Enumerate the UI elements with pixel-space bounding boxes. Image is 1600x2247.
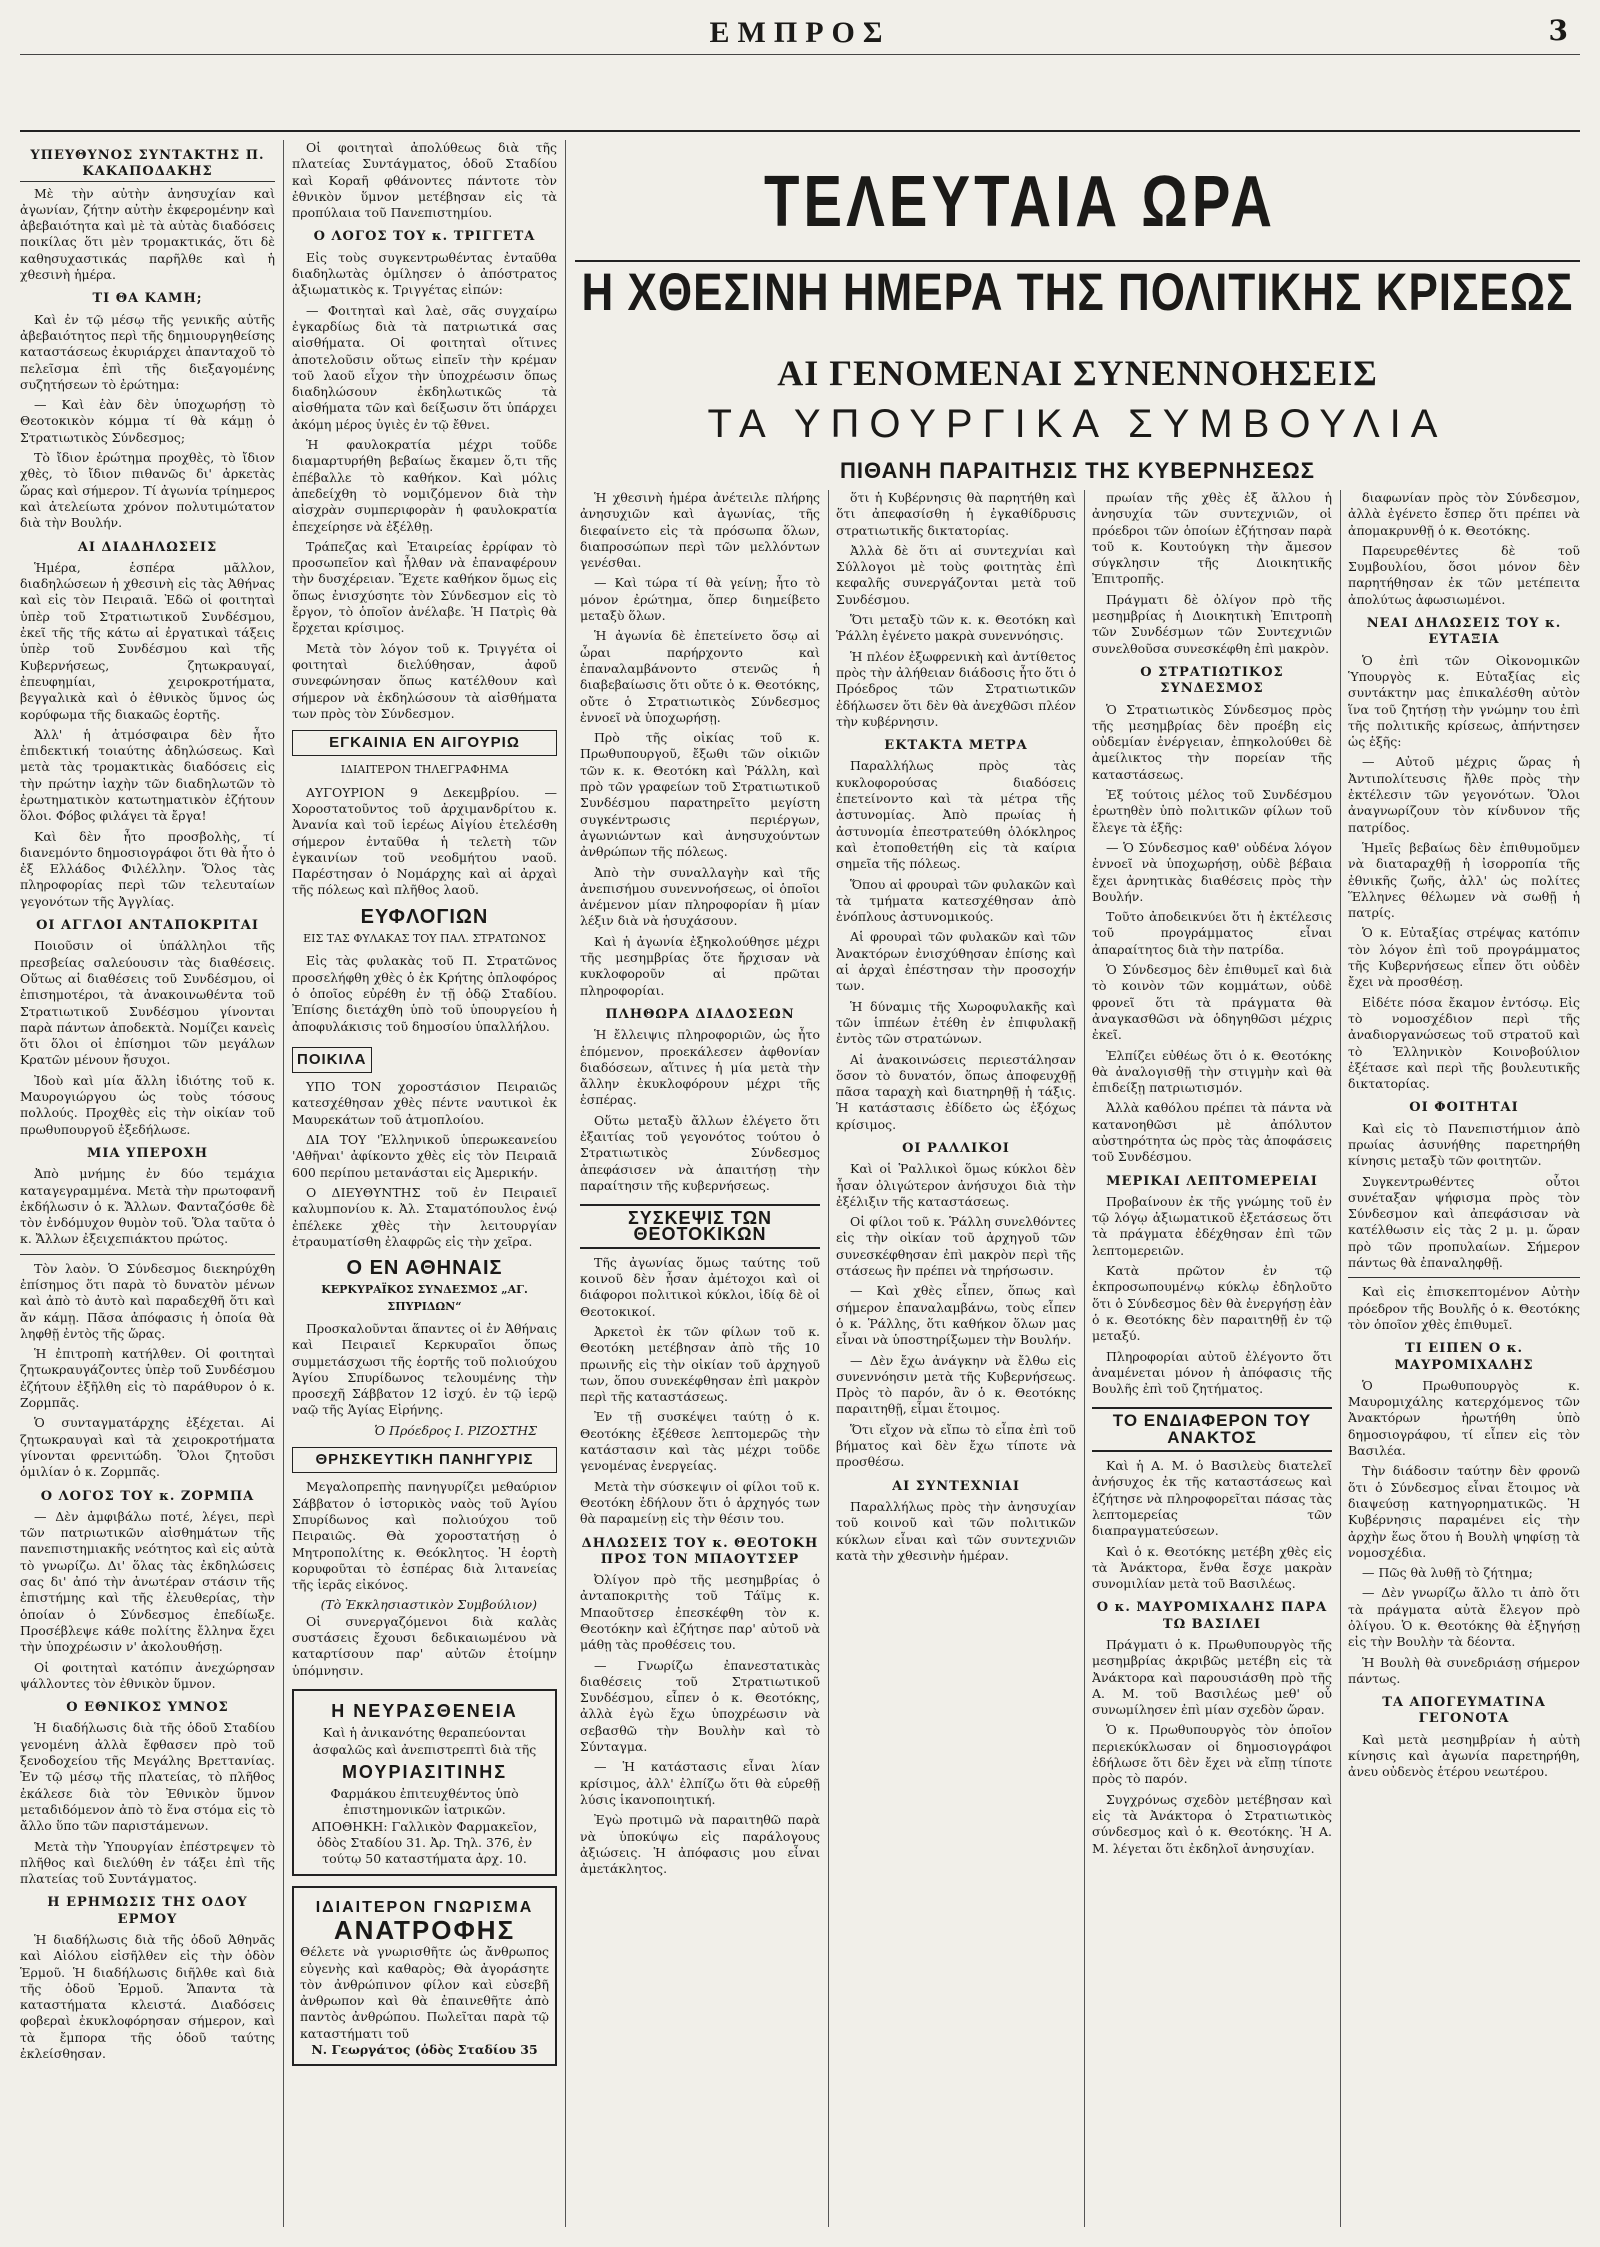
paragraph: πρωίαν τῆς χθὲς ἐξ ἄλλου ἡ ἀνησυχία τῶν συντεχνιῶν, οἱ πρόεδροι τῶν ὁποίων ἐζήτησαν παρὰ τοῦ κ. Κουτούγκη τὴν ἄμεσον σύγκλησιν τῆς Διοικητικῆς Ἐπιτροπῆς.: [1092, 490, 1332, 587]
paragraph: Ὁ Στρατιωτικὸς Σύνδεσμος πρὸς τῆς μεσημβρίας δὲν προέβη εἰς οὐδεμίαν ἐνέργειαν, ἐπηκολούθει δὲ ἀμείλικτος τὴν πορείαν τῆς καταστάσεως.: [1092, 701, 1332, 782]
paragraph: Προβαίνουν ἐκ τῆς γνώμης τοῦ ἐν τῷ λόγῳ ἀξιωματικοῦ ἐξετάσεως ὅτι τὰ πράγματα ἐδέχθησαν ἐπὶ τῶν λεπτομερειῶν.: [1092, 1193, 1332, 1258]
paragraph: Καὶ εἰς τὸ Πανεπιστήμιον ἀπὸ πρωίας ἀσυνήθης παρετηρήθη κίνησις μεταξὺ τῶν φοιτητῶν.: [1348, 1120, 1580, 1169]
paragraph: — Δὲν ἀμφιβάλω ποτέ, λέγει, περὶ τῶν πατριωτικῶν αἰσθημάτων τῆς πανεπιστημιακῆς νεότητος καὶ εἰς αὐτὰ τὸ γνωρίζω. Δι' ὅλας τὰς ἐκδηλώσεις σας δι' ἀπό τὴν ἀνωτέραν στάσιν τῆς ἐπιστήμης καὶ τῆς ἐλευθερίας, τὴν ὁποίαν ὁ Σύνδεσμος ἐπεδίωξε. Προσέβλεψε κάθε πολίτης ἔλληνα ἔχει τὴν ὑποχρέωσιν ν' ἀκολουθήσῃ.: [20, 1508, 275, 1655]
paragraph: Μὲ τὴν αὐτὴν ἀνησυχίαν καὶ ἀγωνίαν, ζήτην αὐτὴν ἐκφερομένην καὶ ἀβεβαιότητα καὶ μὲ τὰ αὐτὰς διαδόσεις ποικίλας ὅτι μὲν τρομακτικάς, ὅτι δὲ καθησυχαστικάς παρῆλθε καὶ ἡ χθεσινὴ ἡμέρα.: [20, 185, 275, 283]
paragraph: Οἱ φίλοι τοῦ κ. Ῥάλλη συνελθόντες εἰς τὴν οἰκίαν τοῦ ἀρχηγοῦ τῶν συνεσκέφθησαν ἐπὶ μακρὸν περὶ τῆς στάσεως ἣν πρέπει νὰ τηρήσωσιν.: [836, 1214, 1076, 1279]
paragraph: — Φοιτηταὶ καὶ λαὲ, σᾶς συγχαίρω ἐγκαρδίως διὰ τὰ πατριωτικά σας αἰσθήματα. Οἱ φοιτηταὶ οἵτινες ἀποτελοῦσιν οὕτως εἰπεῖν τὴν κρέμαν τοῦ λαοῦ εἶχον τὴν ὑποχρέωσιν ὅπως διαδηλώσουν ἐκδηλωτικῶς τὰ αἰσθήματα τῶν καὶ δείξωσιν ὅτι ὑπάρχει ἀκόμη μέρος ὑγιὲς ἐν τῷ ἔθνει.: [292, 302, 557, 432]
paragraph: Μετὰ τὸν λόγον τοῦ κ. Τριγγέτα οἱ φοιτηταὶ διελύθησαν, ἀφοῦ συνεφώνησαν ὅπως κατέλθουν καὶ σήμερον νὰ ἐκδηλώσουν τὰ αἰσθήματα των πρὸς τὸν Σύνδεσμον.: [292, 640, 557, 721]
column-4: [836, 490, 1076, 2227]
divider: [1348, 1277, 1580, 1278]
headline-2: Η ΧΘΕΣΙΝΗ ΗΜΕΡΑ ΤΗΣ ΠΟΛΙΤΙΚΗΣ ΚΡΙΣΕΩΣ: [581, 263, 1574, 322]
paragraph: Ἡ ἀγωνία δὲ ἐπετείνετο ὅσῳ αἱ ὧραι παρήρχοντο καὶ ἐπαναλαμβάνοντο στενῶς ἡ διαβεβαίωσις ὅτι οὔτε ὁ κ. Θεοτόκης, οὔτε ὁ Στρατιωτικὸς Σύνδεσμος ἐννοεῖ νὰ ὑποχωρήσῃ.: [580, 628, 820, 725]
column-rule: [828, 490, 829, 2227]
paragraph: Ἰδοὺ καὶ μία ἄλλη ἰδιότης τοῦ κ. Μαυρογιώργου ὡς τοὺς τόσους πολλούς. Προχθὲς εἰς τὴν οἰκίαν τοῦ πρωθυπουργοῦ ἐξεδήλωσε.: [20, 1072, 275, 1137]
paragraph: Ὅτι εἴχον νὰ εἴπω τὸ εἶπα ἐπὶ τοῦ βήματος καὶ δὲν ἔχω τίποτε νὰ προσθέσω.: [836, 1421, 1076, 1470]
paragraph: Ἀλλὰ δὲ ὅτι αἱ συντεχνίαι καὶ Σύλλογοι μὲ τοὺς φοιτητὰς ἐπὶ κεφαλῆς συνεργάζονται μετὰ τοῦ Συνδέσμου.: [836, 542, 1076, 607]
paragraph: Ὁ Σύνδεσμος δὲν ἐπιθυμεῖ καὶ διὰ τὸ κοινὸν τῶν κομμάτων, οὐδὲ φρονεῖ ὅτι τὰ πράγματα θὰ ἀναγκασθῶσι νὰ ὁδηγηθῶσι μέχρις ἐκεῖ.: [1092, 962, 1332, 1043]
paragraph: Ἡ χθεσινὴ ἡμέρα ἀνέτειλε πλήρης ἀνησυχιῶν καὶ ἀγωνίας, τῆς διεφαίνετο εἰς τὰ πρόσωπα ὅλων, διαπροσώπων περὶ τῶν μελλόντων γενέσθαι.: [580, 490, 820, 571]
paragraph: Οἱ συνεργαζόμενοι διὰ καλὰς συστάσεις ἔχουσι δεδικαιωμένου νὰ καταρτίσουν παρ' αὐτῶν ἑτοίμην ὑπόμνησιν.: [292, 1613, 557, 1678]
paragraph: Καὶ εἰς ἐπισκεπτομένον Αὐτὴν πρόεδρον τῆς Βουλῆς ὁ κ. Θεοτόκης τὸν ὁποῖον χθὲς ἐπιθυμεῖ.: [1348, 1284, 1580, 1332]
subhead: ΕΚΤΑΚΤΑ ΜΕΤΡΑ: [884, 738, 1028, 754]
paragraph: — Ἡ κατάστασις εἶναι λίαν κρίσιμος, ἀλλ' ἐλπίζω ὅτι θὰ εὑρεθῇ λύσις ἱκανοποιητική.: [580, 1759, 820, 1807]
paragraph: Πρὸ τῆς οἰκίας τοῦ κ. Πρωθυπουργοῦ, ἔξωθι τῶν οἰκιῶν τῶν κ. κ. Θεοτόκη καὶ Ῥάλλη, καὶ πρὸ τῶν γραφείων τοῦ Στρατιωτικοῦ Συνδέσμου παρατηρεῖτο μεγίστη συγκέντρωσις περιέργων, ἀγωνιώντων καὶ ἀνησυχούντων ἀνθρώπων τῆς πόλεως.: [580, 730, 820, 860]
paragraph: Ἡ φαυλοκρατία μέχρι τοῦδε διαμαρτυρήθη βεβαίως ἔκαμεν ὅ,τι τῆς ἐπέβαλλε τὸ καθήκον. Καὶ μόλις ἀπεδείχθη τὸ νομιζόμενον διὰ τὴν αἰσχρὰν συμπεριφορὰν ἡ φαυλοκρατία ἐπεχείρησε νὰ ἐξέλθῃ.: [292, 437, 557, 534]
section-head: ΠΟΙΚΙΛΑ: [292, 1047, 372, 1073]
paragraph: ΑΥΓΟΥΡΙΟΝ 9 Δεκεμβρίου. — Χοροστατοῦντος τοῦ ἀρχιμανδρίτου κ. Ἀνανία καὶ τοῦ ἱερέως Αἰγίου ἐτελέσθη σήμερον ἐνταῦθα ἡ τελετὴ τῶν ἐγκαινίων τοῦ νεοδμήτου ναοῦ. Παρέστησαν ὁ Νομάρχης καὶ αἱ ἀρχαὶ τῆς πόλεως καὶ πλῆθος λαοῦ.: [292, 784, 557, 898]
subhead: ΠΛΗΘΩΡΑ ΔΙΑΔΟΣΕΩΝ: [605, 1006, 795, 1022]
paragraph: Κατὰ πρῶτον ἐν τῷ ἐκπροσωπουμένῳ κύκλῳ ἐδηλοῦτο ὅτι ὁ Σύνδεσμος δὲν θὰ ἐνεργήσῃ ἐὰν ὁ κ. Θεοτόκης δὲν παραιτηθῇ ἐν τῷ μεταξύ.: [1092, 1263, 1332, 1344]
headline-block: [575, 140, 1580, 483]
paragraph: Ἡ διαδήλωσις διὰ τῆς ὁδοῦ Σταδίου γενομένη ἀλλὰ ἔφθασεν πρὸ τοῦ ξενοδοχείου τῆς Μεγάλης Βρεττανίας. Ἐν τῷ μέσῳ τῆς πλατείας, τὸ πλῆθος ἐκάλεσε διὰ τὸν Ἐθνικὸν ὕμνον μεταδιδόμενον ἀπὸ τὸ ἕνα στόμα εἰς τὸ ἄλλο ὕπο τῶν παριστάμενων.: [20, 1720, 275, 1834]
masthead: [20, 10, 1580, 132]
paragraph: ὅτι ἡ Κυβέρνησις θὰ παρητήθη καὶ ὅτι ἀπεφασίσθη ἡ ἐγκαθίδρυσις στρατιωτικῆς δικτατορίας.: [836, 490, 1076, 538]
masthead-rule: [20, 54, 1580, 55]
paragraph: Τῆς ἀγωνίας ὅμως ταύτης τοῦ κοινοῦ δὲν ἦσαν ἀμέτοχοι καὶ οἱ διάφοροι πολιτικοὶ κύκλοι, ἰδίᾳ δὲ οἱ Θεοτοκικοί.: [580, 1254, 820, 1319]
paragraph: Καὶ μετὰ μεσημβρίαν ἡ αὐτὴ κίνησις καὶ ἀγωνία παρετηρήθη, ἀνευ οὐδενὸς ἑτέρου νεωτέρου.: [1348, 1731, 1580, 1780]
paragraph: Ἀλλὰ καθόλου πρέπει τὰ πάντα νὰ κατανοηθῶσι μὲ ἀπόλυτον αὐστηρότητα ὡς πρὸς τὰς ἀποφάσεις τοῦ Συνδέσμου.: [1092, 1100, 1332, 1165]
main-headline: ΤΕΛΕΥΤΑΙΑ ΩΡΑ: [763, 160, 1277, 243]
column-6: [1348, 490, 1580, 2227]
paragraph: Ὁ Πρωθυπουργὸς κ. Μαυρομιχάλης κατερχόμενος τῶν Ἀνακτόρων ἠρωτήθη ὑπὸ δημοσιογράφου, τί εἶπεν εἰς τὸν Βασιλέα.: [1348, 1377, 1580, 1459]
paragraph: Εἰς τὰς φυλακὰς τοῦ Π. Στρατῶνος προσελήφθη χθὲς ὁ ἐκ Κρήτης ὁπλοφόρος ὁ ὁποῖος εὐρέθη ἐν τῇ ὁδῷ Σταδίου. Ἐπίσης διετάχθη ὑπὸ τοῦ ὑπουργείου ἡ ἀποφυλάκισις τοῦ δημοσίου ὑπαλλήλου.: [292, 953, 557, 1034]
divider: [20, 1254, 275, 1255]
paragraph: Ἐξ τούτοις μέλος τοῦ Συνδέσμου ἐρωτηθὲν ὑπὸ πολιτικῶν φίλων τοῦ ἔλεγε τὰ ἑξῆς:: [1092, 787, 1332, 835]
section-head: ΤΟ ΕΝΔΙΑΦΕΡΟΝ ΤΟΥ ΑΝΑΚΤΟΣ: [1092, 1407, 1332, 1452]
ad-product: ΜΟΥΡΙΑΣΙΤΙΝΗΣ: [341, 1761, 508, 1782]
headline-4: ΤΑ ΥΠΟΥΡΓΙΚΑ ΣΥΜΒΟΥΛΙΑ: [707, 402, 1448, 446]
section-head: ΕΓΚΑΙΝΙΑ ΕΝ ΑΙΓΟΥΡΙΩ: [292, 730, 557, 756]
column-5: [1092, 490, 1332, 2227]
paragraph: Ἡμεῖς βεβαίως δὲν ἐπιθυμοῦμεν νὰ διαταραχθῇ ἡ ἰσορροπία τῆς ἐθνικῆς ζωῆς, ἀλλ' ὡς πολίτες Ἕλληνες θέλωμεν νὰ σωθῇ ἡ πατρίς.: [1348, 839, 1580, 921]
section-head: ΕΥΦΛΟΓΙΩΝ: [360, 905, 489, 928]
subhead: Ο ΣΤΡΑΤΙΩΤΙΚΟΣ ΣΥΝΔΕΣΜΟΣ: [1140, 664, 1284, 697]
paragraph: Πράγματι ὁ κ. Πρωθυπουργὸς τῆς μεσημβρίας ἀκριβῶς μετέβη εἰς τὰ Ἀνάκτορα καὶ παρουσιάσθη πρὸ τῆς Α. Μ. τοῦ Βασιλέως μεθ' οὗ συνωμίλησεν ἐπὶ μίαν σχεδὸν ὥραν.: [1092, 1637, 1332, 1718]
subhead: ΤΙ ΕΙΠΕΝ Ο κ. ΜΑΥΡΟΜΙΧΑΛΗΣ: [1394, 1341, 1534, 1373]
paragraph: Ἡ ἐπιτροπὴ κατήλθεν. Οἱ φοιτηταὶ ζητωκραυγάζοντες ὑπὲρ τοῦ Συνδέσμου ἐζήτουν ἐξῆλθη εἰς τὸ παράθυρον ὁ κ. Ζορμπᾶς.: [20, 1346, 275, 1411]
paragraph: Καὶ δὲν ἦτο προσβολὴς, τί διανεμόντο δημοσιογράφοι ὅτι θὰ ἦτο ὁ ἐξ Ελλάδος Φιλέλλην. Ὅλος τὰς πληροφορίας περὶ τῶν τελευταίων γεγονότων τῆς Ἀγγλίας.: [20, 828, 275, 909]
paragraph: Παραλλήλως πρὸς τὰς κυκλοφορούσας διαδόσεις ἐπετείνοντο καὶ τὰ μέτρα τῆς ἀστυνομίας. Ἀπὸ πρωίας ἡ ἀστυνομία ἐπεστρατεύθη ὁλόκληρος καὶ ἐτοποθετήθη εἰς τὰ καίρια σημεῖα τῆς πόλεως.: [836, 758, 1076, 872]
paragraph: Τὴν διάδοσιν ταύτην δὲν φρονῶ ὅτι ὁ Σύνδεσμος εἶναι ἔτοιμος νὰ διαψεύσῃ κατηγορηματικῶς. Ἡ Κυβέρνησις παραμένει εἰς τὴν ἀρχὴν ἕως ὅτου ἡ Βουλὴ ψηφίσῃ τὰ νομοσχέδια.: [1348, 1463, 1580, 1560]
paragraph: Παρευρεθέντες δὲ τοῦ Συμβουλίου, ὅσοι μόνον δὲν παρητήθησαν ἐκ τῶν μετέπειτα ἀπολύτως ἀφωσιωμένοι.: [1348, 542, 1580, 607]
paragraph: Καὶ ὁ κ. Θεοτόκης μετέβη χθὲς εἰς τὰ Ἀνάκτορα, ἔνθα ἔσχε μακρὰν συνομιλίαν μετὰ τοῦ Βασιλέως.: [1092, 1543, 1332, 1592]
signature: (Τὸ Ἐκκλησιαστικὸν Συμβούλιον): [320, 1597, 537, 1613]
paragraph: Αἱ ἀνακοινώσεις περιεστάλησαν ὅσον τὸ δυνατόν, ὅπως ἀποφευχθῇ πᾶσα ταραχὴ καὶ διατηρηθῇ ἡ τάξις. Ἡ κατάστασις ἐδίδετο ὡς ἐξόχως κρίσιμος.: [836, 1051, 1076, 1132]
paragraph: — Καὶ τώρα τί θὰ γείνῃ; ἦτο τὸ μόνον ἐρώτημα, ὅπερ διημείβετο μεταξὺ ὅλων.: [580, 575, 820, 624]
paragraph: — Ὁ Σύνδεσμος καθ' οὐδένα λόγον ἐννοεῖ νὰ ὑποχωρήσῃ, οὐδὲ βέβαια ἔχει ἀρνητικὰς διαθέσεις πρὸς τὴν Βουλήν.: [1092, 839, 1332, 904]
subhead: Η ΕΡΗΜΩΣΙΣ ΤΗΣ ΟΔΟΥ ΕΡΜΟΥ: [47, 1895, 248, 1927]
paragraph: Τοῦτο ἀποδεικνύει ὅτι ἡ ἐκτέλεσις τοῦ προγράμματος εἶναι ἀπαραίτητος διὰ τὴν πατρίδα.: [1092, 909, 1332, 957]
paragraph: Ὁ κ. Πρωθυπουργὸς τὸν ὁποῖον περιεκύκλωσαν οἱ δημοσιογράφοι ἐδήλωσε ὅτι δὲν ἔχει νὰ εἴπῃ τίποτε πρὸς τὸ παρόν.: [1092, 1722, 1332, 1787]
paragraph: Ἐλπίζει εὐθέως ὅτι ὁ κ. Θεοτόκης θὰ ἀναλογισθῇ τὴν στιγμὴν καὶ θὰ ἐπιδείξῃ πατριωτισμόν.: [1092, 1047, 1332, 1096]
paragraph: Παραλλήλως πρὸς τὴν ἀνησυχίαν τοῦ κοινοῦ καὶ τῶν πολιτικῶν κύκλων εἶναι καὶ τῶν συντεχνιῶν κατὰ τὴν χθεσινὴν ἡμέραν.: [836, 1498, 1076, 1563]
section-head: ΣΥΣΚΕΨΙΣ ΤΩΝ ΘΕΟΤΟΚΙΚΩΝ: [580, 1204, 820, 1249]
paragraph: Ἀπὸ τὴν συναλλαγὴν καὶ τῆς ἀνεπισήμου συνεννοήσεως, οἱ ὁποῖοι ἀνέμενον μίαν πληροφορίαν ἢ μίαν λέξιν διὰ νὰ ἡσυχάσουν.: [580, 864, 820, 929]
paragraph: Προσκαλοῦνται ἅπαντες οἱ ἐν Ἀθήναις καὶ Πειραιεῖ Κερκυραῖοι ὅπως συμμετάσχωσι τῆς ἑορτῆς τοῦ πολιούχου Ἁγίου Σπυρίδωνος τελουμένης τὴν προσεχῆ Σάββατον 12 ἰσχύ. ἐν τῷ ἱερῷ ναῷ τῆς Ἁγίας Εἰρήνης.: [292, 1321, 557, 1418]
paragraph: Μετὰ τὴν Ὑπουργίαν ἐπέστρεψεν τὸ πλῆθος καὶ διελύθη ἐν τάξει ἐπὶ τῆς πλατείας τοῦ Συντάγματος.: [20, 1838, 275, 1887]
paragraph: Ποιοῦσιν οἱ ὑπάλληλοι τῆς πρεσβείας σαλεύουσιν τὰς διαθέσεις. Οὕτως αἱ διαθέσεις τοῦ Συνδέσμου, οἱ ἐπισημοτέροι, τὰ ἀνακοινωθέντα τοῦ Στρατιωτικοῦ Συνδέσμου γίνονται παρὰ πάντων ἀποδεκτὰ. Νομίζει κανεὶς ὅτι ὅλοι οἱ ἐπίσημοι τῶν μεγάλων Κρατῶν μένουν ἤσυχοι.: [20, 938, 275, 1068]
ad-text: Θέλετε νὰ γνωρισθῆτε ὡς ἄνθρωπος εὐγενὴς καὶ καθαρὸς; Θὰ ἀγοράσητε τὸν ἀνθρώπινον φίλον καὶ εὐσεβῆ ἀνθρωπον καὶ θὰ ἐπαινεθῆτε ἀπὸ παντὸς ἀνθρώπου. Πωλεῖται παρὰ τῷ καταστήματι τοῦ: [300, 1944, 549, 2041]
subhead: Ο ΛΟΓΟΣ ΤΟΥ κ. ΤΡΙΓΓΕΤΑ: [313, 229, 536, 245]
column-3: [580, 490, 820, 2227]
subhead: ΟΙ ΡΑΛΛΙΚΟΙ: [902, 1140, 1010, 1156]
paragraph: Ἡμέρα, ἑσπέρα μᾶλλον, διαδηλώσεων ἡ χθεσινὴ εἰς τὰς Ἀθήνας καὶ εἰς τὸν Πειραιᾶ. Ἐδῶ οἱ φοιτηταὶ ὑπὲρ τοῦ Στρατιωτικοῦ Συνδέσμου, ἐκεῖ τῆς τῆς κάτω αἱ ἐργατικαὶ τάξεις ὑπὲρ τοῦ Συνδέσμου καὶ τῆς Κυβερνήσεως, ζητωκραυγαί, ἐπευφημίαι, χειροκροτήματα, βεγγαλικὰ καὶ ὁ ἐθνικὸς ὕμνος ὡς κορύφωμα τῆς διακαῶς ἑορτῆς.: [20, 559, 275, 722]
ad-title: ΙΔΙΑΙΤΕΡΟΝ ΓΝΩΡΙΣΜΑ: [315, 1898, 534, 1916]
subhead: ΤΙ ΘΑ ΚΑΜΗ;: [92, 291, 203, 307]
subhead: ΟΙ ΑΓΓΛΟΙ ΑΝΤΑΠΟΚΡΙΤΑΙ: [36, 918, 259, 934]
paragraph: Εἰς τοὺς συγκεντρωθέντας ἐνταῦθα διαδηλωτὰς ὁμίλησεν ὁ ἀπόστρατος ἀξιωματικὸς κ. Τριγγέτας εἰπών:: [292, 249, 557, 298]
subhead: ΜΕΡΙΚΑΙ ΛΕΠΤΟΜΕΡΕΙΑΙ: [1106, 1173, 1318, 1189]
headline-rule: [575, 260, 1580, 262]
paragraph: Ἡ Βουλὴ θὰ συνεδριάσῃ σήμερον πάντως.: [1348, 1654, 1580, 1686]
editor-line: ΥΠΕΥΘΥΝΟΣ ΣΥΝΤΑΚΤΗΣ Π. ΚΑΚΑΠΟΔΑΚΗΣ: [20, 148, 275, 182]
headline-3: ΑΙ ΓΕΝΟΜΕΝΑΙ ΣΥΝΕΝΝΟΗΣΕΙΣ: [777, 353, 1378, 393]
paragraph: Πληροφορίαι αὐτοῦ ἐλέγοντο ὅτι ἀναμένεται μόνον ἡ ἀπόφασις τῆς Βουλῆς ἐπὶ τοῦ ζητήματος.: [1092, 1348, 1332, 1397]
paragraph: Συγχρόνως σχεδὸν μετέβησαν καὶ εἰς τὰ Ἀνάκτορα ὁ Στρατιωτικὸς σύνδεσμος καὶ ὁ κ. Θεοτόκης. Ἡ Α. Μ. λέγεται ὅτι ἐκδηλοῖ ἀνησυχίαν.: [1092, 1791, 1332, 1856]
column-rule: [565, 140, 566, 2227]
paragraph: Ὅτι μεταξὺ τῶν κ. κ. Θεοτόκη καὶ Ῥάλλη ἐγένετο μακρὰ συνεννόησις.: [836, 612, 1076, 644]
paragraph: — Δὲν ἔχω ἀνάγκην νὰ ἔλθω εἰς συνεννόησιν μετὰ τῆς Κυβερνήσεως. Πρὸς τὸ παρόν, ἂν ὁ κ. Θεοτόκης παραιτηθῇ, εἶμαι ἕτοιμος.: [836, 1352, 1076, 1417]
ad-address: ΑΠΟΘΗΚΗ: Γαλλικὸν Φαρμακεῖον, ὁδὸς Σταδίου 31. Ἀρ. Τηλ. 376, ἐν τούτῳ 50 καταστήματα ἀρχ. 10.: [311, 1818, 538, 1867]
ad-title: ΑΝΑΤΡΟΦΗΣ: [333, 1914, 516, 1945]
signature: Ὁ Πρόεδρος Ι. ΡΙΖΟΣΤΗΣ: [374, 1422, 537, 1438]
subhead: ΑΙ ΔΙΑΔΗΛΩΣΕΙΣ: [77, 539, 218, 555]
paragraph: διαφωνίαν πρὸς τὸν Σύνδεσμον, ἀλλὰ ἐγένετο ἔσπερ ὅτι πρέπει νὰ ἀπομακρυνθῇ ὁ κ. Θεοτόκης.: [1348, 490, 1580, 538]
subhead: Ο ΛΟΓΟΣ ΤΟΥ κ. ΖΟΡΜΠΑ: [40, 1488, 255, 1504]
ad-text: Καὶ ἡ ἀνικανότης θεραπεύονται ἀσφαλῶς καὶ ἀνεπιστρεπτὶ διὰ τῆς: [312, 1725, 537, 1757]
paragraph: Ἡ διαδήλωσις διὰ τῆς ὁδοῦ Ἀθηνᾶς καὶ Αἰόλου εἰσῆλθεν εἰς τὴν ὁδὸν Ἑρμοῦ. Ἡ διαδήλωσις διῆλθε καὶ διὰ τῆς ὁδοῦ Ἑρμοῦ. Ἅπαντα τὰ καταστήματα κλειστά. Διαδόσεις φοβεραὶ ἐκυκλοφόρησαν σήμερον, καὶ τὰ ἔμπορα τῆς ὁδοῦ ταύτης ἐκλείσθησαν.: [20, 1931, 275, 2062]
paragraph: Ὅπου αἱ φρουραὶ τῶν φυλακῶν καὶ τὰ τμήματα κατεσχέθησαν ἀπὸ ἐνόπλους ἀστυνομικούς.: [836, 876, 1076, 925]
paragraph: Τὸ ἴδιον ἐρώτημα προχθὲς, τὸ ἴδιον χθὲς, τὸ ἴδιον πιθανῶς δι' ἀρκετὰς ὥρας καὶ σήμερον. Τί ἀγωνία τρίημερος καὶ ἀτελείωτα χρόνον πολυτιμώτατον διὰ τὴν Βουλήν.: [20, 450, 275, 531]
column-1: [20, 140, 275, 2227]
section-head: Ο ΕΝ ΑΘΗΝΑΙΣ: [346, 1257, 503, 1280]
paragraph: Ἡ δύναμις τῆς Χωροφυλακῆς καὶ τῶν ἱππέων ἐτέθη ἐν ἐπιφυλακῇ ἐντὸς τῶν στρατώνων.: [836, 998, 1076, 1047]
paragraph: Ο ΔΙΕΥΘΥΝΤΗΣ τοῦ ἐν Πειραιεῖ καλυμπονίου κ. Ἀλ. Σταματόπουλος ἐνῴ ἐπέλεκε χθὲς τὴν λειτουργίαν ἐτραυματίσθη ἐλαφρῶς εἰς τὴν χεῖρα.: [292, 1184, 557, 1249]
paragraph: Οἱ φοιτηταὶ κατόπιν ἀνεχώρησαν ψάλλοντες τὸν ἐθνικὸν ὕμνον.: [20, 1659, 275, 1691]
paragraph: Ἡ ἔλλειψις πληροφοριῶν, ὡς ἦτο ἑπόμενον, προεκάλεσεν ἀφθονίαν διαδόσεων, αἵτινες ἡ μία μετὰ τὴν ἄλλην ἐκυκλοφόρουν μέχρι τῆς ἑσπέρας.: [580, 1027, 820, 1108]
paragraph: — Καὶ χθὲς εἶπεν, ὅπως καὶ σήμερον ἐπαναλαμβάνω, τοὺς εἶπεν ὁ κ. Ῥάλλης, ὅτι καθήκον ὅλων μας εἶναι νὰ ὑποστηρίξωμεν τὴν Βουλήν.: [836, 1283, 1076, 1348]
subhead: Ο ΕΘΝΙΚΟΣ ΥΜΝΟΣ: [66, 1700, 229, 1716]
paragraph: Μετὰ τὴν σύσκεψιν οἱ φίλοι τοῦ κ. Θεοτόκη ἐδήλουν ὅτι ὁ ἀρχηγός των θὰ παραμείνῃ εἰς τὴν θέσιν του.: [580, 1478, 820, 1527]
headline-5: ΠΙΘΑΝΗ ΠΑΡΑΙΤΗΣΙΣ ΤΗΣ ΚΥΒΕΡΝΗΣΕΩΣ: [840, 458, 1315, 483]
paragraph: Μεγαλοπρεπὴς πανηγυρίζει μεθαύριον Σάββατον ὁ ἱστορικὸς ναὸς τοῦ Ἁγίου Σπυρίδωνος καὶ πολιούχου τοῦ Πειραιῶς. Θὰ χοροστατήσῃ ὁ Μητροπολίτης κ. Θεόκλητος. Ἡ ἑορτὴ κορυφοῦται τὸ ἑσπέρας διὰ λιτανείας τῆς ἱερᾶς εἰκόνος.: [292, 1479, 557, 1593]
paragraph: Ὁ συνταγματάρχης ἐξέχεται. Αἱ ζητωκραυγαὶ καὶ τὰ χειροκροτήματα γίνονται φρενιτώδη. Ὅλοι ζητοῦσι ὁμιλίαν ὁ κ. Ζορμπᾶς.: [20, 1415, 275, 1480]
section-head: ΘΡΗΣΚΕΥΤΙΚΗ ΠΑΝΗΓΥΡΙΣ: [292, 1447, 557, 1473]
paragraph: Συγκεντρωθέντες οὗτοι συνέταξαν ψήφισμα πρὸς τὸν Σύνδεσμον καὶ ἀπεφάσισαν νὰ κατέλθωσιν εἰς τὰς 2 μ. μ. ὥραν πρὸ τῶν προπυλαίων. Σήμερον πάντως θὰ ἐπαναληφθῇ.: [1348, 1173, 1580, 1271]
subhead: ΟΙ ΦΟΙΤΗΤΑΙ: [1409, 1100, 1519, 1116]
newspaper-title: ΕΜΠΡΟΣ: [709, 16, 891, 49]
paragraph: — Αὐτοῦ μέχρις ὥρας ἡ Ἀντιπολίτευσις ἤλθε πρὸς τὴν ἐκτέλεσιν τῶν γεγονότων. Ὅλοι ἀναγνωρίζουν τὸν κίνδυνον τῆς πατρίδος.: [1348, 754, 1580, 835]
advertisement: [292, 1689, 557, 1876]
paragraph: Τὸν λαὸν. Ὁ Σύνδεσμος διεκηρύχθη ἐπίσημος ὅτι παρὰ τὸ δυνατὸν μένων καὶ ἀπὸ τὸ ἀυτὸ καὶ παραδεχθῆ ὅτι καὶ ἄν κάμῃ. Πᾶσα ἀπόφασις ἡ ὁποία θὰ ληφθῇ ἐντὸς τῆς ὥρας.: [20, 1260, 275, 1341]
paragraph: Ὀλίγον πρὸ τῆς μεσημβρίας ὁ ἀνταποκριτὴς τοῦ Τάϊμς κ. Μπαοῦτσερ ἐπεσκέφθη τὸν κ. Θεοτόκην καὶ ἐζήτησε παρ' αὐτοῦ νὰ μάθῃ τὰς προθέσεις του.: [580, 1572, 820, 1653]
paragraph: Ἡ πλέον ἐξωφρενικὴ καὶ ἀντίθετος πρὸς τὴν ἀλήθειαν διάδοσις ἦτο ὅτι ὁ Πρόεδρος τῶν Στρατιωτικῶν ἐδήλωσεν ὅτι δὲν θὰ ἀνεχθῶσι πλέον τὴν κυβέρνησιν.: [836, 648, 1076, 729]
column-2: [292, 140, 557, 2227]
paragraph: Ὁ κ. Εὐταξίας στρέψας κατόπιν τὸν λόγον ἐπὶ τοῦ προγράμματος τῆς Κυβερνήσεως εἶπεν ὅτι οὐδὲν ἔχει νὰ προσθέσῃ.: [1348, 925, 1580, 990]
paragraph: Ἐγὼ προτιμῶ νὰ παραιτηθῶ παρὰ νὰ ὑποκύψω εἰς παράλογους ἀξιώσεις. Ἡ ἀπόφασις μου εἶναι ἀμετάκλητος.: [580, 1812, 820, 1877]
paragraph: Πράγματι δὲ ὀλίγον πρὸ τῆς μεσημβρίας ἡ Διοικητικὴ Ἐπιτροπὴ τῶν Συνδέσμων τῶν Συντεχνιῶν συνελθοῦσα συνεσκέφθη ἐπὶ μακρὸν.: [1092, 591, 1332, 656]
paragraph: — Πῶς θὰ λυθῇ τὸ ζήτημα;: [1362, 1565, 1533, 1581]
subhead: Ο κ. ΜΑΥΡΟΜΙΧΑΛΗΣ ΠΑΡΑ ΤΩ ΒΑΣΙΛΕΙ: [1096, 1600, 1328, 1632]
paragraph: Ἐν τῇ συσκέψει ταύτῃ ὁ κ. Θεοτόκης ἐξέθεσε λεπτομερῶς τὴν κατάστασιν καὶ τὰς μέχρι τοῦδε γενομένας ἐνεργείας.: [580, 1409, 820, 1474]
column-rule: [1340, 490, 1341, 2227]
subhead: ΤΑ ΑΠΟΓΕΥΜΑΤΙΝΑ ΓΕΓΟΝΟΤΑ: [1382, 1695, 1546, 1727]
paragraph: ΥΠΟ ΤΟΝ χοροστάσιον Πειραιῶς κατεσχέθησαν χθὲς πέντε ναυτικοὶ ἐκ Μαυρεκάτων τοῦ ἀτμοπλοίου.: [292, 1079, 557, 1127]
paragraph: Καὶ οἱ Ῥαλλικοὶ ὅμως κύκλοι δὲν ἦσαν ὀλιγώτερον ἀνήσυχοι διὰ τὴν ἐξέλιξιν τῆς καταστάσεως.: [836, 1161, 1076, 1209]
paragraph: Καὶ ἡ Α. Μ. ὁ Βασιλεὺς διατελεῖ ἀνήσυχος ἐκ τῆς καταστάσεως καὶ ἐζήτησε νὰ πληροφορεῖται πάσας τὰς λεπτομερείας τῶν διαπραγματεύσεων.: [1092, 1458, 1332, 1539]
subhead: ΜΙΑ ΥΠΕΡΟΧΗ: [86, 1145, 209, 1161]
paragraph: Οὕτω μεταξὺ ἄλλων ἐλέγετο ὅτι ἐξαιτίας τοῦ γεγονότος τούτου ὁ Στρατιωτικὸς Σύνδεσμος ἀπεφάσισεν νὰ ἀπαιτήσῃ τὴν παραίτησιν τῆς κυβερνήσεως.: [580, 1112, 820, 1193]
advertisement: [292, 1886, 557, 2067]
column-rule: [1084, 490, 1085, 2227]
ad-title: Η ΝΕΥΡΑΣΘΕΝΕΙΑ: [331, 1700, 518, 1721]
paragraph: Ὁ ἐπὶ τῶν Οἰκονομικῶν Ὑπουργὸς κ. Εὐταξίας εἰς συντάκτην μας ἐπικαλέσθη αὐτὸν ἵνα τοῦ ζητήσῃ τὴν γνώμην του ἐπὶ τῆς πολιτικῆς κρίσεως, ἀπήντησεν ὡς ἑξῆς:: [1348, 652, 1580, 750]
paragraph: Τράπεζας καὶ Ἑταιρείας ἐρρίφαν τὸ προσωπεῖον καὶ ἦλθαν νὰ ἐπαναφέρουν τὴν δυσχέρειαν. Ἔχετε καθήκον ὅμως εἰς ὅπως ἐνισχύσητε τὸν Σύνδεσμον εἰς τὸ ἔργον, τὸ ὁποῖον ἀνέλαβε. Ἡ Πατρὶς θὰ ἔρχεται κρίσιμος.: [292, 538, 557, 636]
page-number: 3: [1548, 14, 1568, 47]
section-subhead: ΚΕΡΚΥΡΑΪΚΟΣ ΣΥΝΔΕΣΜΟΣ „ΑΓ. ΣΠΥΡΙΔΩΝ“: [321, 1283, 528, 1313]
paragraph: ΔΙΑ ΤΟΥ 'Ἑλληνικοῦ ὑπερωκεανείου 'Αθῆναι' ἀφίκοντο χθὲς εἰς τὸν Πειραιᾶ 600 περίπου μετανάσται εἰς Ἀμερικήν.: [292, 1132, 557, 1180]
column-rule: [283, 140, 284, 2227]
paragraph: Ἀρκετοὶ ἐκ τῶν φίλων τοῦ κ. Θεοτόκη μετέβησαν ἀπὸ τῆς 10 πρωινῆς εἰς τὴν οἰκίαν τοῦ ἀρχηγοῦ των, ὅπου συνεκέφθησαν ἐπὶ μακρὸν περὶ τῆς καταστάσεως.: [580, 1323, 820, 1405]
section-subhead: ΕΙΣ ΤΑΣ ΦΥΛΑΚΑΣ ΤΟΥ ΠΑΛ. ΣΤΡΑΤΩΝΟΣ: [303, 932, 546, 946]
subhead: ΝΕΑΙ ΔΗΛΩΣΕΙΣ ΤΟΥ κ. ΕΥΤΑΞΙΑ: [1366, 616, 1562, 648]
paragraph: Ἀλλ' ἡ ἀτμόσφαιρα δὲν ἦτο ἐπιδεκτική τοιαύτης ἀδηλώσεως. Καὶ μετὰ τὰς τρομακτικὰς διαδόσεις εἰς τὴν πρώτην ἰαχὴν τῶν διαδηλωτῶν τὸ ἐρωτηματικὸν κατωτηματικὸν ἐζήτουν ὅλοι. Φόβος φιλάγει τὰ ἔργα!: [20, 726, 275, 824]
paragraph: Ἀπὸ μνήμης ἐν δύο τεμάχια καταγεγραμμένα. Μετὰ τὴν πρωτοφανῆ ἐκδήλωσιν ὁ κ. Ἄλλων. Φανταζόσθε δὲ τὸν ἐνδόμυχον θυμὸν τοῦ. Ὅλα ταῦτα ὁ κ. Ἄλλων ἐξειχεπιάκτου πρώτος.: [20, 1166, 275, 1247]
paragraph: — Γνωρίζω ἐπανεστατικὰς διαθέσεις τοῦ Στρατιωτικοῦ Συνδέσμου, εἶπεν ὁ κ. Θεοτόκης, ἀλλὰ ἐγὼ ἔχω ὑποχρέωσιν νὰ σεβασθῶ τὴν Βουλὴν καὶ τὸ Σύνταγμα.: [580, 1657, 820, 1755]
paragraph: — Δὲν γνωρίζω ἄλλο τι ἀπὸ ὅτι τὰ πράγματα αὐτὰ ἔλεγον πρὸ ὀλίγου. Ὁ κ. Θεοτόκης θὰ ἐξηγήσῃ εἰς τὴν Βουλὴν τὰ δέοντα.: [1348, 1585, 1580, 1650]
paragraph: — Καὶ ἐὰν δὲν ὑποχωρήσῃ τὸ Θεοτοκικὸν κόμμα τί θὰ κάμῃ ὁ Στρατιωτικὸς Σύνδεσμος;: [20, 397, 275, 445]
paragraph: Εἰδέτε πόσα ἔκαμον ἐντόσῳ. Εἰς τὸ νομοσχέδιον περὶ τῆς ἀναδιοργανώσεως τοῦ στρατοῦ καὶ τὸ Ἑλληνικὸν Κοινοβούλιον ἐξέτασε καὶ περὶ τῆς βουλευτικῆς δικτατορίας.: [1348, 994, 1580, 1092]
paragraph: Καὶ ἡ ἀγωνία ἐξηκολούθησε μέχρι τῆς μεσημβρίας ὅτε ἤρχισαν νὰ κυκλοφοροῦν αἱ πρῶται πληροφορίαι.: [580, 933, 820, 998]
subhead: ΔΗΛΩΣΕΙΣ ΤΟΥ κ. ΘΕΟΤΟΚΗ ΠΡΟΣ ΤΟΝ ΜΠΑΟΥΤΣΕΡ: [581, 1535, 819, 1567]
ad-text: Φαρμάκου ἐπιτευχθέντος ὑπὸ ἐπιστημονικῶν ἰατρικῶν.: [330, 1786, 519, 1818]
paragraph: Οἱ φοιτηταὶ ἀπολύθεως διὰ τῆς πλατείας Συντάγματος, ὁδοῦ Σταδίου καὶ Κοραῆ φθάνοντες πάντοτε τὸν ἐθνικὸν ὕμνον μετέβησαν εἰς τὰ προπύλαια τοῦ Πανεπιστημίου.: [292, 140, 557, 221]
paragraph: Καὶ ἐν τῷ μέσῳ τῆς γενικῆς αὐτῆς ἀβεβαιότητος περὶ τῆς δημιουργηθείσης καταστάσεως ἐκυριάρχει ἀπανταχοῦ τὸ πελεῖσμα ἐπὶ τῆς διεξαγομένης συζητήσεων τὸ ἐρώτημα:: [20, 311, 275, 392]
section-subhead: ΙΔΙΑΙΤΕΡΟΝ ΤΗΛΕΓΡΑΦΗΜΑ: [340, 763, 509, 777]
paragraph: Αἱ φρουραὶ τῶν φυλακῶν καὶ τῶν Ἀνακτόρων ἐνισχύθησαν ἐπίσης καὶ αἱ ἀρχαὶ ἐπέστησαν τὴν προσοχήν των.: [836, 929, 1076, 994]
subhead: ΑΙ ΣΥΝΤΕΧΝΙΑΙ: [892, 1478, 1020, 1494]
ad-address: Ν. Γεωργάτος (ὁδὸς Σταδίου 35: [311, 2041, 538, 2057]
